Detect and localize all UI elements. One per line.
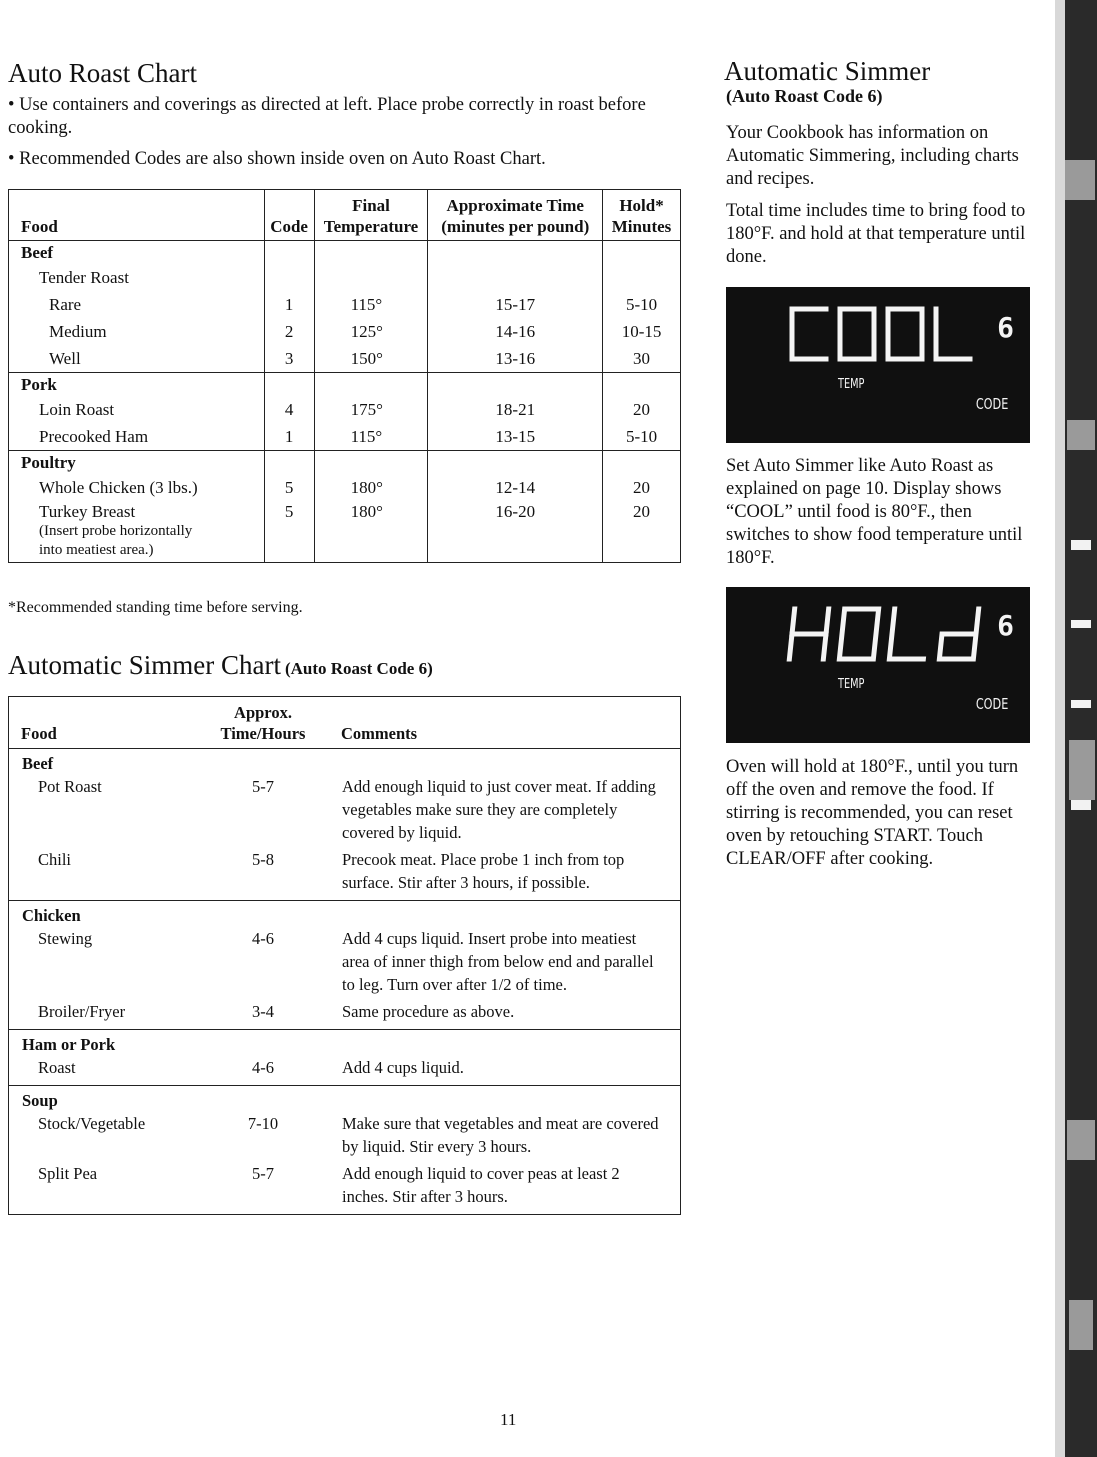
category-poultry: Poultry xyxy=(21,453,76,472)
turkey-note: into meatiest area.) xyxy=(39,542,154,558)
food-whole-chicken: Whole Chicken (3 lbs.) xyxy=(39,478,198,497)
simmer-time: 3-4 xyxy=(252,1002,274,1021)
simmer-category: Beef xyxy=(22,754,54,773)
simmer-group xyxy=(9,1086,681,1215)
simmer-group xyxy=(9,749,681,901)
roast-footnote: *Recommended standing time before serving. xyxy=(8,599,303,616)
simmer-time: 5-7 xyxy=(252,777,274,796)
header-approx-time: Approximate Time (minutes per pound) xyxy=(428,190,603,241)
simmer-comment: Precook meat. Place probe 1 inch from top surface. Stir after 3 hours, if possible. xyxy=(342,850,625,892)
temp-cell: 175° xyxy=(350,400,383,419)
food-precooked-ham: Precooked Ham xyxy=(39,427,149,446)
simmer-chart-table xyxy=(8,696,681,1215)
display-code-label: CODE xyxy=(975,395,1008,413)
paragraph-oven-hold: Oven will hold at 180°F., until you turn off the oven and remove the food. If stirring is recommended, you can reset oven by retouching START. Touch CLEAR/OFF after cooking. xyxy=(726,757,1019,869)
hold-cell: 20 xyxy=(633,502,651,521)
display-code-label: CODE xyxy=(975,695,1008,713)
auto-roast-title: Auto Roast Chart xyxy=(8,58,197,88)
header-code: Code xyxy=(264,190,314,241)
auto-roast-table xyxy=(8,189,681,563)
simmer-time: 5-8 xyxy=(252,850,274,869)
display-temp-label: TEMP xyxy=(838,377,865,392)
simmer-chart-code: (Auto Roast Code 6) xyxy=(284,659,433,678)
simmer-comment: Make sure that vegetables and meat are covered by liquid. Stir every 3 hours. xyxy=(342,1114,659,1156)
simmer-category: Chicken xyxy=(22,906,81,925)
oven-display-cool xyxy=(726,287,1030,443)
food-well: Well xyxy=(49,349,81,368)
display-temp-label: TEMP xyxy=(838,677,865,692)
category-pork: Pork xyxy=(21,375,57,394)
simmer-header-comments: Comments xyxy=(319,697,681,749)
code-cell: 3 xyxy=(284,349,294,368)
simmer-comment: Add 4 cups liquid. xyxy=(342,1058,464,1077)
header-final-temp: Final Temperature xyxy=(314,190,428,241)
scan-edge-strip-decoration xyxy=(1055,0,1097,1457)
time-cell: 13-16 xyxy=(495,349,536,368)
time-cell: 14-16 xyxy=(495,322,536,341)
hold-cell: 30 xyxy=(633,349,651,368)
hold-cell: 5-10 xyxy=(625,295,658,314)
temp-cell: 115° xyxy=(350,295,383,314)
hold-cell: 20 xyxy=(633,400,651,419)
code-cell: 2 xyxy=(284,322,294,341)
simmer-time: 5-7 xyxy=(252,1164,274,1183)
time-cell: 18-21 xyxy=(495,400,536,419)
time-cell: 12-14 xyxy=(495,478,536,497)
simmer-food: Broiler/Fryer xyxy=(38,1002,126,1021)
simmer-group xyxy=(9,901,681,1030)
code-cell: 5 xyxy=(284,478,294,497)
simmer-time: 4-6 xyxy=(252,929,274,948)
roast-group-beef xyxy=(9,241,681,373)
subcategory-tender-roast: Tender Roast xyxy=(39,268,129,287)
hold-cell: 10-15 xyxy=(621,322,662,341)
simmer-header-time: Approx. Time/Hours xyxy=(207,697,319,749)
food-medium: Medium xyxy=(49,322,107,341)
page-number: 11 xyxy=(500,1410,517,1429)
hold-cell: 5-10 xyxy=(625,427,658,446)
simmer-comment: Same procedure as above. xyxy=(342,1002,515,1021)
simmer-category: Soup xyxy=(22,1091,58,1110)
header-hold: Hold* Minutes xyxy=(603,190,681,241)
bullet-recommended-codes: • Recommended Codes are also shown inside oven on Auto Roast Chart. xyxy=(8,149,546,169)
hold-cell: 20 xyxy=(633,478,651,497)
paragraph-cookbook: Your Cookbook has information on Automatic Simmering, including charts and recipes. xyxy=(726,123,1019,189)
temp-cell: 180° xyxy=(350,478,383,497)
code-cell: 5 xyxy=(284,502,294,521)
simmer-header-row xyxy=(9,697,681,749)
roast-group-poultry xyxy=(9,451,681,563)
simmer-food: Stock/Vegetable xyxy=(38,1114,146,1133)
simmer-chart-title: Automatic Simmer Chart (Auto Roast Code 6) xyxy=(8,650,433,680)
food-rare: Rare xyxy=(49,295,82,314)
simmer-category: Ham or Pork xyxy=(22,1035,116,1054)
simmer-group xyxy=(9,1030,681,1086)
simmer-comment: Add 4 cups liquid. Insert probe into meatiest area of inner thigh from below end and parallel to leg. Turn over after 1/2 of time. xyxy=(342,929,654,994)
time-cell: 13-15 xyxy=(495,427,536,446)
automatic-simmer-title: Automatic Simmer xyxy=(724,56,931,86)
simmer-food: Split Pea xyxy=(38,1164,98,1183)
temp-cell: 115° xyxy=(350,427,383,446)
food-turkey-breast: Turkey Breast xyxy=(39,502,136,521)
simmer-food: Pot Roast xyxy=(38,777,102,796)
bullet-containers: • Use containers and coverings as directed at left. Place probe correctly in roast before cooking. xyxy=(8,95,646,138)
seven-segment-hold xyxy=(785,603,1012,665)
code-cell: 1 xyxy=(284,295,294,314)
roast-group-pork xyxy=(9,373,681,451)
turkey-note: (Insert probe horizontally xyxy=(39,523,193,539)
paragraph-total-time: Total time includes time to bring food to 180°F. and hold at that temperature until done. xyxy=(726,201,1026,267)
automatic-simmer-subtitle: (Auto Roast Code 6) xyxy=(726,86,883,106)
display-code-digit: 6 xyxy=(997,609,1014,642)
simmer-time: 7-10 xyxy=(247,1114,279,1133)
simmer-food: Roast xyxy=(38,1058,76,1077)
simmer-food: Stewing xyxy=(38,929,93,948)
code-cell: 1 xyxy=(284,427,294,446)
code-cell: 4 xyxy=(284,400,294,419)
oven-display-hold xyxy=(726,587,1030,743)
simmer-time: 4-6 xyxy=(252,1058,274,1077)
simmer-food: Chili xyxy=(38,850,72,869)
seven-segment-cool xyxy=(788,303,998,365)
time-cell: 16-20 xyxy=(495,502,536,521)
paragraph-set-auto-simmer: Set Auto Simmer like Auto Roast as explained on page 10. Display shows “COOL” until food is 80°F., then switches to show food temperature until 180°F. xyxy=(726,456,1023,568)
category-beef: Beef xyxy=(21,243,54,262)
simmer-header-food: Food xyxy=(9,697,208,749)
roast-header-row xyxy=(9,190,681,241)
temp-cell: 150° xyxy=(350,349,383,368)
time-cell: 15-17 xyxy=(495,295,536,314)
temp-cell: 125° xyxy=(350,322,383,341)
simmer-comment: Add enough liquid to just cover meat. If adding vegetables make sure they are completely covered by liquid. xyxy=(342,777,656,842)
simmer-comment: Add enough liquid to cover peas at least 2 inches. Stir after 3 hours. xyxy=(342,1164,620,1206)
header-food: Food xyxy=(9,190,265,241)
display-code-digit: 6 xyxy=(997,311,1014,344)
temp-cell: 180° xyxy=(350,502,383,521)
food-loin-roast: Loin Roast xyxy=(39,400,115,419)
